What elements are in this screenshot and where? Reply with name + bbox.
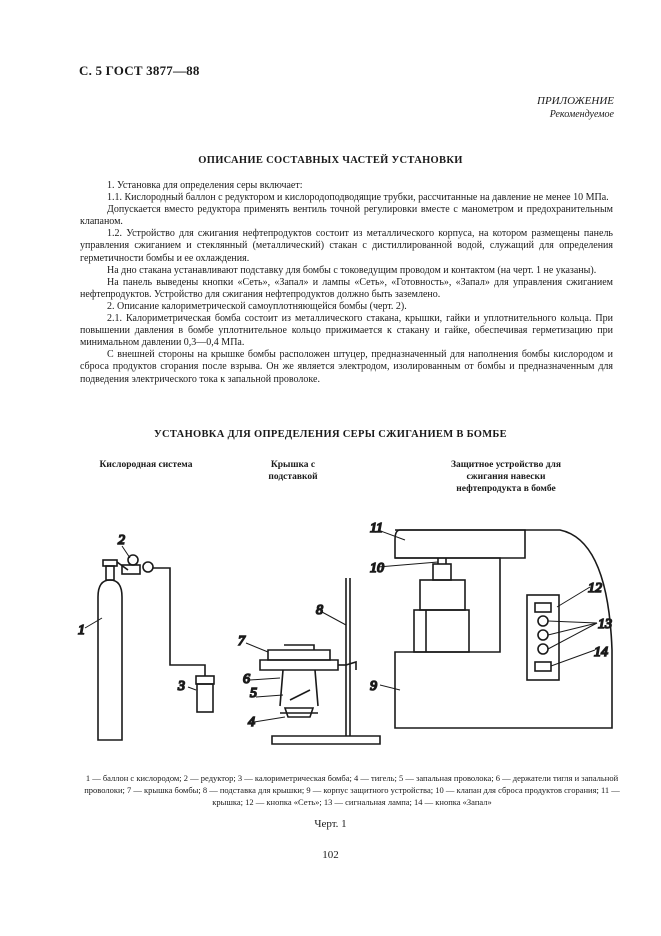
callout-11: 11 [370,521,383,536]
page-header: С. 5 ГОСТ 3877—88 [79,63,200,78]
figure-caption: 1 — баллон с кислородом; 2 — редуктор; 3 — калориметрическая бомба; 4 — тигель; 5 — запальная проволока; 6 — держатели тигля и запальной проволоки; 7 — крышка бомбы; 8 — подставка для крышки; 9 — корпус защитного устройства; 10 — клапан для сброса продуктов сгорания; 11 — крышка; 12 — кнопка «Сеть»; 13 — сигнальная лампа; 14 — кнопка «Запал» [84,773,620,807]
protective-device-drawing [395,530,612,728]
section-title: ОПИСАНИЕ СОСТАВНЫХ ЧАСТЕЙ УСТАНОВКИ [198,155,463,166]
callout-4: 4 [248,715,255,730]
appendix-subtitle: Рекомендуемое [549,109,614,120]
paragraph: С внешней стороны на крышке бомбы расположен штуцер, предназначенный для наполнения бомбы кислородом и сброса продуктов сгорания после взрыва. Он же является электродом, изолированным от бомбы и предназначенным для подведения электрического тока к запальной проволоке. [80,349,613,385]
protective-device-label: Защитное устройство для сжигания навески нефтепродукта в бомбе [450,460,562,494]
callout-6: 6 [243,672,250,687]
oxygen-system-label: Кислородная система [99,460,193,470]
callout-8: 8 [316,603,323,618]
callout-2: 2 [118,533,125,548]
paragraph: 1.1. Кислородный баллон с редуктором и кислородоподводящие трубки, рассчитанные на давление не менее 10 МПа. [107,192,609,204]
paragraph: 1. Установка для определения серы включает: [107,180,303,191]
body-text [80,180,613,386]
apparatus-diagram [0,500,661,765]
appendix-title: ПРИЛОЖЕНИЕ [537,95,614,107]
lid-stand-label: Крышка с подставкой [268,460,318,482]
appendix-label [537,94,614,122]
paragraph: 1.2. Устройство для сжигания нефтепродуктов состоит из металлического корпуса, на котором размещены панель управления сжиганием и стеклянный (металлический) стакан с дистиллированной водой, служащий для определения герметичности бомбы и ее охлаждения. [80,228,613,264]
callout-12: 12 [588,581,602,596]
page-number: 102 [322,849,339,861]
figure-title: УСТАНОВКА ДЛЯ ОПРЕДЕЛЕНИЯ СЕРЫ СЖИГАНИЕМ В БОМБЕ [154,429,507,440]
paragraph: 2.1. Калориметрическая бомба состоит из металлического стакана, крышки, гайки и уплотнительного кольца. При повышении давления в бомбе уплотнительное кольцо прижимается к стакану и гайке, обеспечивая герметизацию при минимальном давлении 0,3—0,4 МПа. [80,313,613,349]
bomb-drawing [196,676,214,712]
callout-7: 7 [238,634,245,649]
callout-5: 5 [250,686,257,701]
paragraph: На дно стакана устанавливают подставку для бомбы с токоведущим проводом и контактом (на черт. 1 не указаны). [107,264,597,276]
paragraph: На панель выведены кнопки «Сеть», «Запал» и лампы «Сеть», «Готовность», «Запал» для управления сжиганием нефтепродуктов. Устройство для сжигания нефтепродуктов должно быть заземлено. [80,276,613,300]
paragraph: 2. Описание калориметрической самоуплотняющейся бомбы (черт. 2). [107,300,407,312]
callout-13: 13 [598,617,612,632]
callout-10: 10 [370,561,384,576]
figure-number: Черт. 1 [314,818,347,830]
paragraph: Допускается вместо редуктора применять вентиль точной регулировки вместе с манометром и предохранительным клапаном. [80,204,613,228]
callout-9: 9 [370,679,377,694]
callout-3: 3 [178,679,185,694]
callout-1: 1 [78,623,85,638]
callout-14: 14 [594,645,608,660]
oxygen-cylinder-drawing [98,555,205,740]
